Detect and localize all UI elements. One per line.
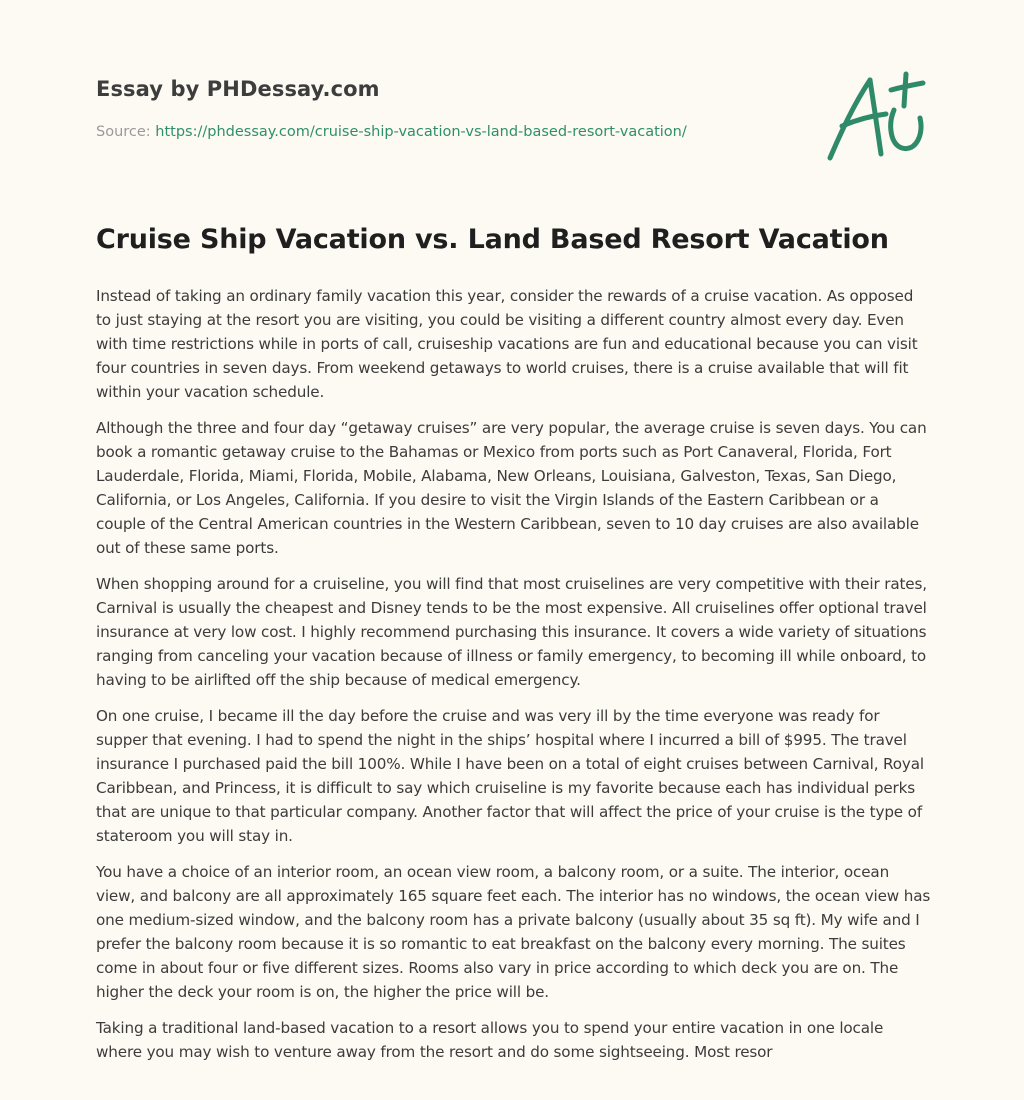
source-line — [96, 124, 687, 140]
essay-paragraph-2: Although the three and four day “getaway cruises” are very popular, the average cruise is seven days. You can book a romantic getaway cruise to the Bahamas or Mexico from ports such as Port Canaveral, Florida, Fort Lauderdale, Florida, Miami, Florida, Mobile, Alabama, New Orleans, Louisiana, Galveston, Texas, San Diego, California, or Los Angeles, California. If you desire to visit the Virgin Islands of the Eastern Caribbean or a couple of the Central American countries in the Western Caribbean, seven to 10 day cruises are also available out of these same ports. — [96, 419, 927, 557]
source-link[interactable]: https://phdessay.com/cruise-ship-vacation-vs-land-based-resort-vacation/ — [155, 124, 687, 140]
essay-paragraph-6: Taking a traditional land-based vacation to a resort allows you to spend your entire vacation in one locale where you may wish to venture away from the resort and do some sightseeing. Most resor — [96, 1019, 884, 1061]
source-label: Source: — [96, 124, 151, 140]
essay-paragraph-5: You have a choice of an interior room, an ocean view room, a balcony room, or a suite. The interior, ocean view, and balcony are all approximately 165 square feet each. The interior has no windows, the ocean view has one medium-sized window, and the balcony room has a private balcony (usually about 35 sq ft). My wife and I prefer the balcony room because it is so romantic to eat breakfast on the balcony every morning. The suites come in about four or five different sizes. Rooms also vary in price according to which deck you are on. The higher the deck your room is on, the higher the price will be. — [96, 863, 931, 1001]
essay-title: Cruise Ship Vacation vs. Land Based Resort Vacation — [96, 224, 889, 255]
a-plus-grade-icon — [824, 68, 928, 164]
essay-paragraph-3: When shopping around for a cruiseline, you will find that most cruiselines are very competitive with their rates, Carnival is usually the cheapest and Disney tends to be the most expensive. All cruiselines offer optional travel insurance at very low cost. I highly recommend purchasing this insurance. It covers a wide variety of situations ranging from canceling your vacation because of illness or family emergency, to becoming ill while onboard, to having to be airlifted off the ship because of medical emergency. — [96, 575, 927, 689]
essay-paragraph-4: On one cruise, I became ill the day before the cruise and was very ill by the time everyone was ready for supper that evening. I had to spend the night in the ships’ hospital where I incurred a bill of $995. The travel insurance I purchased paid the bill 100%. While I have been on a total of eight cruises between Carnival, Royal Caribbean, and Princess, it is difficult to say which cruiseline is my favorite because each has individual perks that are unique to that particular company. Another factor that will affect the price of your cruise is the type of stateroom you will stay in. — [96, 707, 924, 845]
site-brand: Essay by PHDessay.com — [96, 77, 380, 101]
essay-paragraph-1: Instead of taking an ordinary family vacation this year, consider the rewards of a cruise vacation. As opposed to just staying at the resort you are visiting, you could be visiting a different country almost every day. Even with time restrictions while in ports of call, cruiseship vacations are fun and educational because you can visit four countries in seven days. From weekend getaways to world cruises, there is a cruise available that will fit within your vacation schedule. — [96, 287, 918, 401]
essay-body — [96, 284, 932, 1076]
